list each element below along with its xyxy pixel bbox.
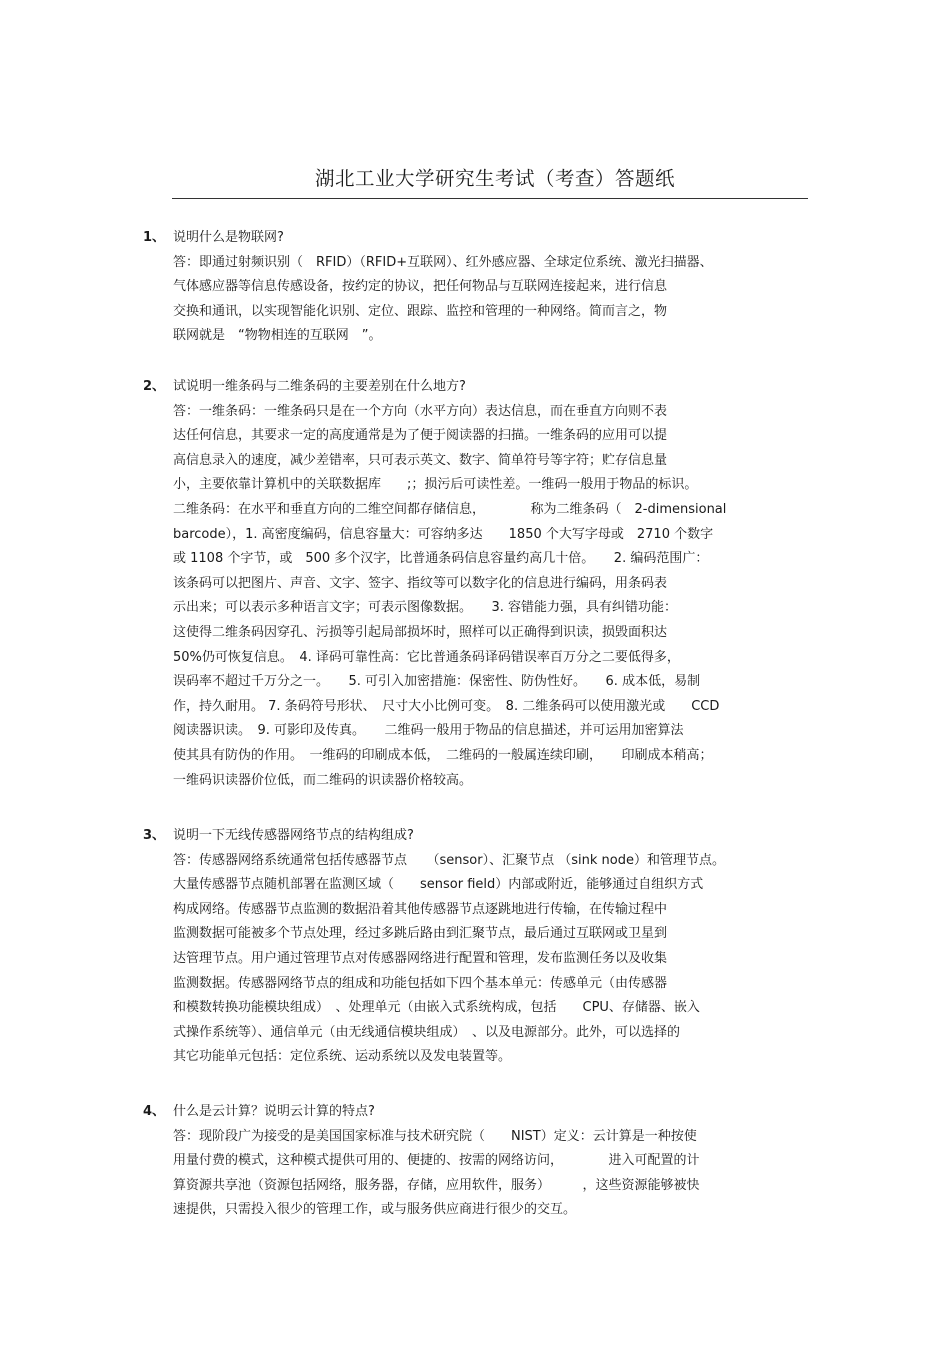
question-text: 说明什么是物联网?	[173, 230, 284, 245]
answer-line: 该条码可以把图片、声音、文字、签字、指纹等可以数字化的信息进行编码，用条码表	[173, 575, 668, 591]
answer-line: barcode），1. 高密度编码，信息容量大：可容纳多达 1850 个大写字母或 2710 个数字	[173, 526, 714, 542]
question-number: 3、	[143, 828, 166, 843]
answer-line: 作，持久耐用。 7. 条码符号形状、 尺寸大小比例可变。 8. 二维条码可以使用激光或 CCD	[173, 698, 720, 714]
answer-line: 小，主要依靠计算机中的关联数据库 ;；损污后可读性差。一维码一般用于物品的标识。	[173, 477, 698, 493]
question-body	[173, 824, 818, 1070]
answer-line: 气体感应器等信息传感设备，按约定的协议，把任何物品与互联网连接起来，进行信息	[173, 279, 668, 295]
answer-line: 答：传感器网络系统通常包括传感器节点 （sensor）、汇聚节点 （sink node）和管理节点。	[173, 852, 725, 868]
title-block	[172, 166, 808, 199]
answer-line: 这使得二维条码因穿孔、污损等引起局部损坏时，照样可以正确得到识读，损毁面积达	[173, 624, 668, 640]
answer-line: 用量付费的模式，这种模式提供可用的、便捷的、按需的网络访问， 进入可配置的计	[173, 1153, 700, 1169]
answer-line: 监测数据。传感器网络节点的组成和功能包括如下四个基本单元：传感单元（由传感器	[173, 975, 668, 991]
question-number: 1、	[143, 230, 166, 245]
question-text: 说明一下无线传感器网络节点的结构组成?	[173, 828, 414, 843]
question-number: 4、	[143, 1104, 166, 1119]
question-body	[173, 375, 818, 793]
answer-line: 联网就是 “物物相连的互联网 ”。	[173, 328, 382, 344]
answer-line: 50%仍可恢复信息。 4. 译码可靠性高：它比普通条码译码错误率百万分之二要低得多，	[173, 649, 680, 665]
question-text: 什么是云计算？说明云计算的特点?	[173, 1104, 375, 1119]
answer-line: 达管理节点。用户通过管理节点对传感器网络进行配置和管理，发布监测任务以及收集	[173, 950, 668, 966]
answer-line: 其它功能单元包括：定位系统、运动系统以及发电装置等。	[173, 1049, 512, 1065]
answer-line: 二维条码：在水平和垂直方向的二维空间都存储信息， 称为二维条码（ 2-dimensional	[173, 501, 727, 517]
answer-line: 答：现阶段广为接受的是美国国家标准与技术研究院（ NIST）定义：云计算是一种按使	[173, 1128, 697, 1144]
answer-line: 答：即通过射频识别（ RFID）（RFID+互联网）、红外感应器、全球定位系统、激光扫描器、	[173, 254, 713, 270]
answer-line: 一维码识读器价位低，而二维码的识读器价格较高。	[173, 772, 473, 788]
answer-line: 阅读器识读。 9. 可影印及传真。 二维码一般用于物品的信息描述，并可运用加密算法	[173, 723, 684, 739]
question-body	[173, 226, 818, 349]
answer-line: 大量传感器节点随机部署在监测区域（ sensor field）内部或附近，能够通过自组织方式	[173, 877, 704, 893]
answer-line: 监测数据可能被多个节点处理，经过多跳后路由到汇聚节点，最后通过互联网或卫星到	[173, 926, 668, 942]
answer-line: 交换和通讯，以实现智能化识别、定位、跟踪、监控和管理的一种网络。简而言之，物	[173, 303, 668, 319]
answer-line: 答：一维条码：一维条码只是在一个方向（水平方向）表达信息，而在垂直方向则不表	[173, 403, 668, 419]
page-title: 湖北工业大学研究生考试（考查）答题纸	[314, 167, 675, 190]
answer-line: 和模数转换功能模块组成） 、处理单元（由嵌入式系统构成，包括 CPU、存储器、嵌入	[173, 1000, 700, 1016]
answer-line: 达任何信息，其要求一定的高度通常是为了便于阅读器的扫描。一维条码的应用可以提	[173, 428, 668, 444]
question-text: 试说明一维条码与二维条码的主要差别在什么地方?	[173, 379, 466, 394]
question-body	[173, 1100, 818, 1223]
answer-line: 式操作系统等）、通信单元（由无线通信模块组成） 、以及电源部分。此外，可以选择的	[173, 1024, 681, 1040]
answer-line: 或 1108 个字节，或 500 多个汉字，比普通条码信息容量约高几十倍。 2. 编码范围广：	[173, 551, 709, 567]
answer-line: 速提供，只需投入很少的管理工作，或与服务供应商进行很少的交互。	[173, 1202, 577, 1218]
answer-line: 示出来；可以表示多种语言文字；可表示图像数据。 3. 容错能力强，具有纠错功能：	[173, 600, 678, 616]
answer-line: 使其具有防伪的作用。 一维码的印刷成本低， 二维码的一般属连续印刷， 印刷成本稍高；	[173, 747, 713, 763]
answer-line: 高信息录入的速度，减少差错率，只可表示英文、数字、简单符号等字符；贮存信息量	[173, 452, 668, 468]
answer-line: 算资源共享池（资源包括网络，服务器，存储，应用软件，服务） ，这些资源能够被快	[173, 1177, 700, 1193]
answer-line: 构成网络。传感器节点监测的数据沿着其他传感器节点逐跳地进行传输，在传输过程中	[173, 901, 668, 917]
answer-line: 误码率不超过千万分之一。 5. 可引入加密措施：保密性、防伪性好。 6. 成本低，易制	[173, 674, 701, 690]
question-number: 2、	[143, 379, 166, 394]
